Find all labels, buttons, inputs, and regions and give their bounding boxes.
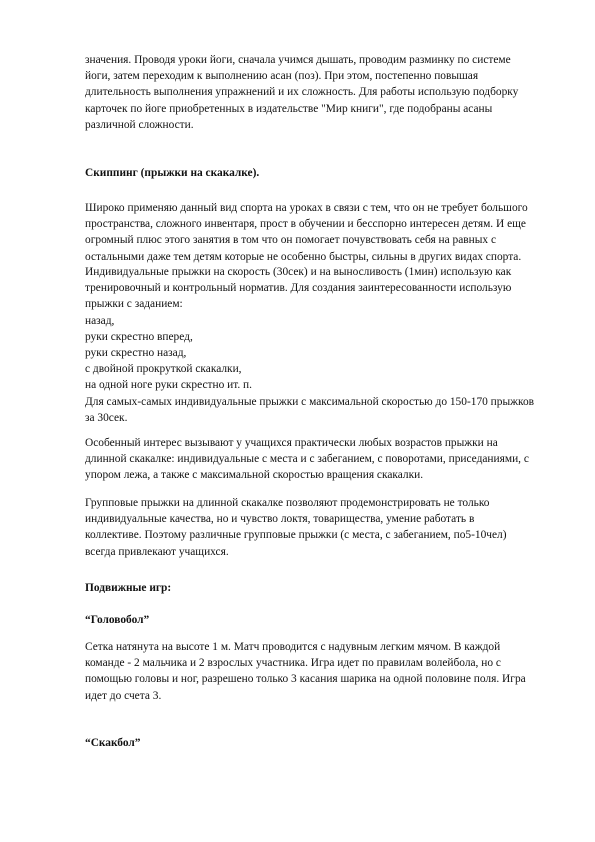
text-line: идет до счета 3.: [85, 689, 162, 702]
paragraph-max-speed: [85, 394, 535, 426]
paragraph-golovobol-rules: [85, 639, 530, 704]
paragraph-group-jumps: [85, 495, 530, 560]
text-line: длинной скакалке: индивидуальные с места и с забеганием, с поворотами, приседаниями, с: [85, 453, 529, 466]
paragraph-yoga-end: [85, 52, 530, 133]
text-line: руки скрестно вперед,: [85, 330, 193, 343]
text-line: длительность выполнения упражнений и их сложность. Для работы использую подборку: [85, 86, 519, 99]
text-line: тренировочный и контрольный норматив. Для создания заинтересованности использую: [85, 282, 512, 295]
text-line: Особенный интерес вызывают у учащихся практически любых возрастов прыжки на: [85, 437, 498, 449]
text-line: Индивидуальные прыжки на скорость (30сек) и на выносливость (1мин) использую как: [85, 266, 512, 278]
paragraph-individual-jumps: [85, 264, 530, 394]
text-line: помощью головы и ног, разрешено только 3 касания шарика на одной половине поля. Игра: [85, 673, 526, 686]
text-line: с двойной прокруткой скакалки,: [85, 363, 242, 376]
text-line: значения. Проводя уроки йоги, сначала учимся дышать, проводим разминку по системе: [85, 54, 511, 66]
text-line: коллективе. Поэтому различные групповые прыжки (с места, с забеганием, по5-10чел): [85, 529, 507, 542]
text-line: на одной ноге руки скрестно ит. п.: [85, 379, 252, 392]
text-line: йоги, затем переходим к выполнению асан (поз). При этом, постепенно повышая: [85, 70, 479, 83]
text-line: всегда привлекают учащихся.: [85, 545, 229, 558]
text-line: Групповые прыжки на длинной скакалке позволяют продемонстрировать не только: [85, 497, 490, 509]
heading-skakbol: [85, 735, 530, 751]
text-line: за 30сек.: [85, 412, 128, 425]
text-line: пространства, сложного инвентаря, прост в обучении и бесспорно интересен детям. И еще: [85, 218, 526, 231]
heading-golovobol: [85, 612, 530, 628]
heading-skipping: [85, 165, 530, 181]
text-line: прыжки с заданием:: [85, 298, 183, 311]
text-line: огромный плюс этого занятия в том что он помогает почувствовать себя на равных с: [85, 234, 497, 247]
text-line: Подвижные игр:: [85, 582, 172, 594]
text-line: “Скакбол”: [85, 737, 141, 749]
text-line: карточек по йоге приобретенных в издательстве "Мир книги", где подобраны асаны: [85, 102, 493, 115]
text-line: Скиппинг (прыжки на скакалке).: [85, 167, 260, 179]
text-line: индивидуальные качества, но и чувство локтя, товарищества, умение работать в: [85, 513, 475, 526]
heading-games: [85, 580, 530, 596]
text-line: различной сложности.: [85, 118, 194, 131]
text-line: остальными даже тем детям которые не особенно быстры, сильны в других видах спорта.: [85, 250, 522, 263]
text-line: назад,: [85, 314, 115, 327]
text-line: “Головобол”: [85, 614, 150, 626]
text-line: руки скрестно назад,: [85, 347, 187, 360]
paragraph-skipping-intro: [85, 200, 530, 265]
paragraph-long-rope: [85, 435, 530, 484]
text-line: команде - 2 мальчика и 2 взрослых участника. Игра идет по правилам волейбола, но с: [85, 657, 501, 670]
text-line: упором лежа, а также с максимальной скоростью вращения скакалки.: [85, 469, 424, 482]
text-line: Широко применяю данный вид спорта на уроках в связи с тем, что он не требует большого: [85, 202, 528, 214]
text-line: Для самых-самых индивидуальные прыжки с максимальной скоростью до 150-170 прыжков: [85, 396, 535, 408]
text-line: Сетка натянута на высоте 1 м. Матч проводится с надувным легким мячом. В каждой: [85, 641, 501, 653]
